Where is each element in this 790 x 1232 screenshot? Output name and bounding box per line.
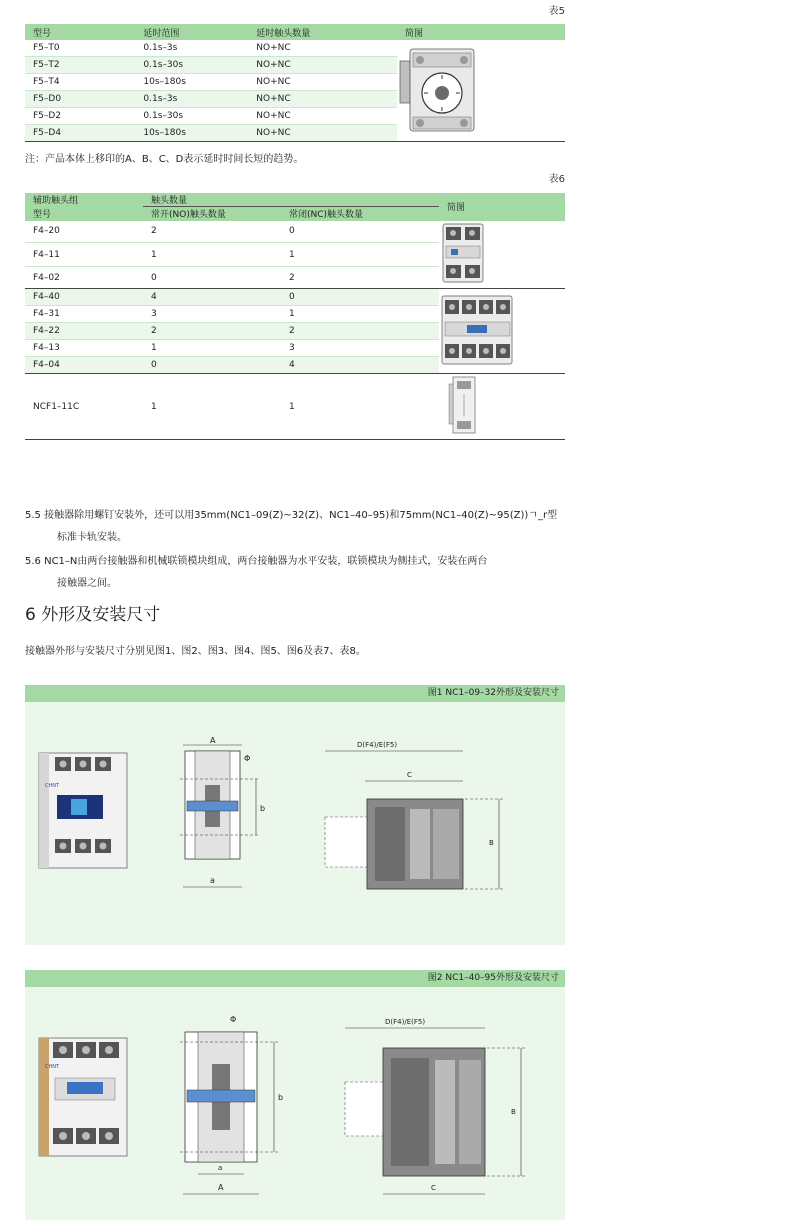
table6-cell: 2 <box>281 267 439 289</box>
dim-b-label: b <box>260 804 266 813</box>
table6-cell: F4–20 <box>25 221 143 243</box>
table-row <box>25 289 565 306</box>
table6-cell: 4 <box>281 357 439 374</box>
table6-image-cell-3 <box>439 374 565 440</box>
table5-cell: F5–T0 <box>25 40 135 57</box>
dim-A-label: A <box>218 1183 224 1192</box>
table6-image-cell-1 <box>439 221 565 289</box>
table6-header-group: 辅助触头组 <box>25 193 143 207</box>
figure-2 <box>25 970 565 1220</box>
side-aux-contact-image <box>439 374 499 436</box>
table6-cell: 4 <box>143 289 281 306</box>
table5-note: 注：产品本体上移印的A、B、C、D表示延时时间长短的趋势。 <box>25 154 304 165</box>
dim-b-label: b <box>278 1093 284 1102</box>
front-view-drawing-2 <box>170 1008 300 1208</box>
side-view-drawing-1 <box>315 737 515 897</box>
dim-C-label: C <box>431 1184 436 1192</box>
table6-cell: 1 <box>143 243 281 267</box>
table5-cell: NO+NC <box>248 74 397 91</box>
table5-header-model: 型号 <box>25 24 135 40</box>
intro-text: 接触器外形与安装尺寸分别见图1、图2、图3、图4、图5、图6及表7、表8。 <box>25 646 366 657</box>
table5-cell: 0.1s–3s <box>135 40 248 57</box>
table5-header-pic: 简图 <box>397 24 565 40</box>
table6-cell: F4–11 <box>25 243 143 267</box>
dim-B-label: B <box>511 1108 516 1116</box>
table5 <box>25 24 565 142</box>
table-row <box>25 374 565 440</box>
contactor-photo-1 <box>33 745 133 875</box>
figure-1 <box>25 685 565 945</box>
table5-cell: NO+NC <box>248 57 397 74</box>
dim-C-label: C <box>407 771 412 779</box>
brand-label: CHNT <box>45 1064 60 1070</box>
table6-header-model: 型号 <box>25 207 143 221</box>
timer-module-image <box>397 41 565 137</box>
table6-cell: NCF1–11C <box>25 374 143 440</box>
brand-label: CHNT <box>45 783 60 789</box>
table5-header-count: 延时触头数量 <box>248 24 397 40</box>
figure-1-title: 图1 NC1–09–32外形及安装尺寸 <box>25 685 565 702</box>
table6-header-pic: 简图 <box>439 193 565 221</box>
table5-cell: 0.1s–3s <box>135 91 248 108</box>
table6-image-cell-2 <box>439 289 565 374</box>
table5-label: 表5 <box>548 6 565 17</box>
table5-cell: F5–D2 <box>25 108 135 125</box>
paragraph-5-5-line1: 5.5 接触器除用螺钉安装外，还可以用35mm(NC1–09(Z)~32(Z)、NC1–40–95)和75mm(NC1–40(Z)~95(Z))ㄱ_r型 <box>25 510 558 521</box>
table6-cell: 0 <box>143 267 281 289</box>
dim-A-label: A <box>210 737 216 745</box>
table6-cell: 1 <box>281 306 439 323</box>
table6-cell: F4–40 <box>25 289 143 306</box>
table6-cell: 2 <box>143 221 281 243</box>
paragraph-5-5-line2: 标准卡轨安装。 <box>57 532 127 543</box>
table5-cell: F5–T2 <box>25 57 135 74</box>
table5-cell: F5–T4 <box>25 74 135 91</box>
table6-cell: F4–13 <box>25 340 143 357</box>
table-row <box>25 40 565 57</box>
table5-cell: NO+NC <box>248 108 397 125</box>
table5-cell: 0.1s–30s <box>135 108 248 125</box>
dim-B-label: B <box>489 839 494 847</box>
table6-cell: 0 <box>143 357 281 374</box>
dim-phi-label: Φ <box>230 1015 237 1024</box>
table5-cell: 0.1s–30s <box>135 57 248 74</box>
table6-cell: 0 <box>281 289 439 306</box>
section-title: 6 外形及安装尺寸 <box>25 605 161 625</box>
contactor-photo-2 <box>33 1032 133 1162</box>
table-row <box>25 221 565 243</box>
table6-cell: 2 <box>281 323 439 340</box>
table5-image-cell <box>397 40 565 142</box>
table6 <box>25 193 565 440</box>
table5-cell: 10s–180s <box>135 74 248 91</box>
table5-cell: NO+NC <box>248 40 397 57</box>
table5-cell: NO+NC <box>248 125 397 142</box>
dim-a-label: a <box>210 876 215 885</box>
table6-header-no: 常开(NO)触头数量 <box>143 207 281 221</box>
table6-cell: 1 <box>143 374 281 440</box>
dim-D-label: D(F4)/E(F5) <box>357 741 398 749</box>
table5-cell: F5–D4 <box>25 125 135 142</box>
table5-header-range: 延时范围 <box>135 24 248 40</box>
dim-D-label: D(F4)/E(F5) <box>385 1018 426 1026</box>
figure-2-title: 图2 NC1–40–95外形及安装尺寸 <box>25 970 565 987</box>
table6-cell: 3 <box>143 306 281 323</box>
paragraph-5-6-line1: 5.6 NC1–N由两台接触器和机械联锁模块组成，两台接触器为水平安装，联锁模块为侧挂式，安装在两台 <box>25 556 488 567</box>
table6-cell: 0 <box>281 221 439 243</box>
table5-cell: 10s–180s <box>135 125 248 142</box>
table6-cell: F4–02 <box>25 267 143 289</box>
table6-cell: 3 <box>281 340 439 357</box>
table6-cell: F4–22 <box>25 323 143 340</box>
table6-cell: F4–31 <box>25 306 143 323</box>
paragraph-5-5 <box>25 505 570 549</box>
paragraph-5-6 <box>25 551 570 595</box>
table6-cell: 1 <box>281 374 439 440</box>
table6-header-nc: 常闭(NC)触头数量 <box>281 207 439 221</box>
table5-cell: F5–D0 <box>25 91 135 108</box>
table6-label: 表6 <box>548 174 565 185</box>
aux-contact-2pole-image <box>439 221 499 285</box>
table5-cell: NO+NC <box>248 91 397 108</box>
dim-phi-label: Φ <box>244 754 251 763</box>
table6-cell: 1 <box>143 340 281 357</box>
table6-cell: 2 <box>143 323 281 340</box>
front-view-drawing-1 <box>170 737 280 897</box>
table6-cell: 1 <box>281 243 439 267</box>
aux-contact-4pole-image <box>439 292 519 368</box>
dim-a-label: a <box>218 1164 223 1172</box>
table6-header-count: 触头数量 <box>143 193 439 207</box>
table6-cell: F4–04 <box>25 357 143 374</box>
paragraph-5-6-line2: 接触器之间。 <box>57 578 117 589</box>
side-view-drawing-2 <box>335 1008 535 1208</box>
